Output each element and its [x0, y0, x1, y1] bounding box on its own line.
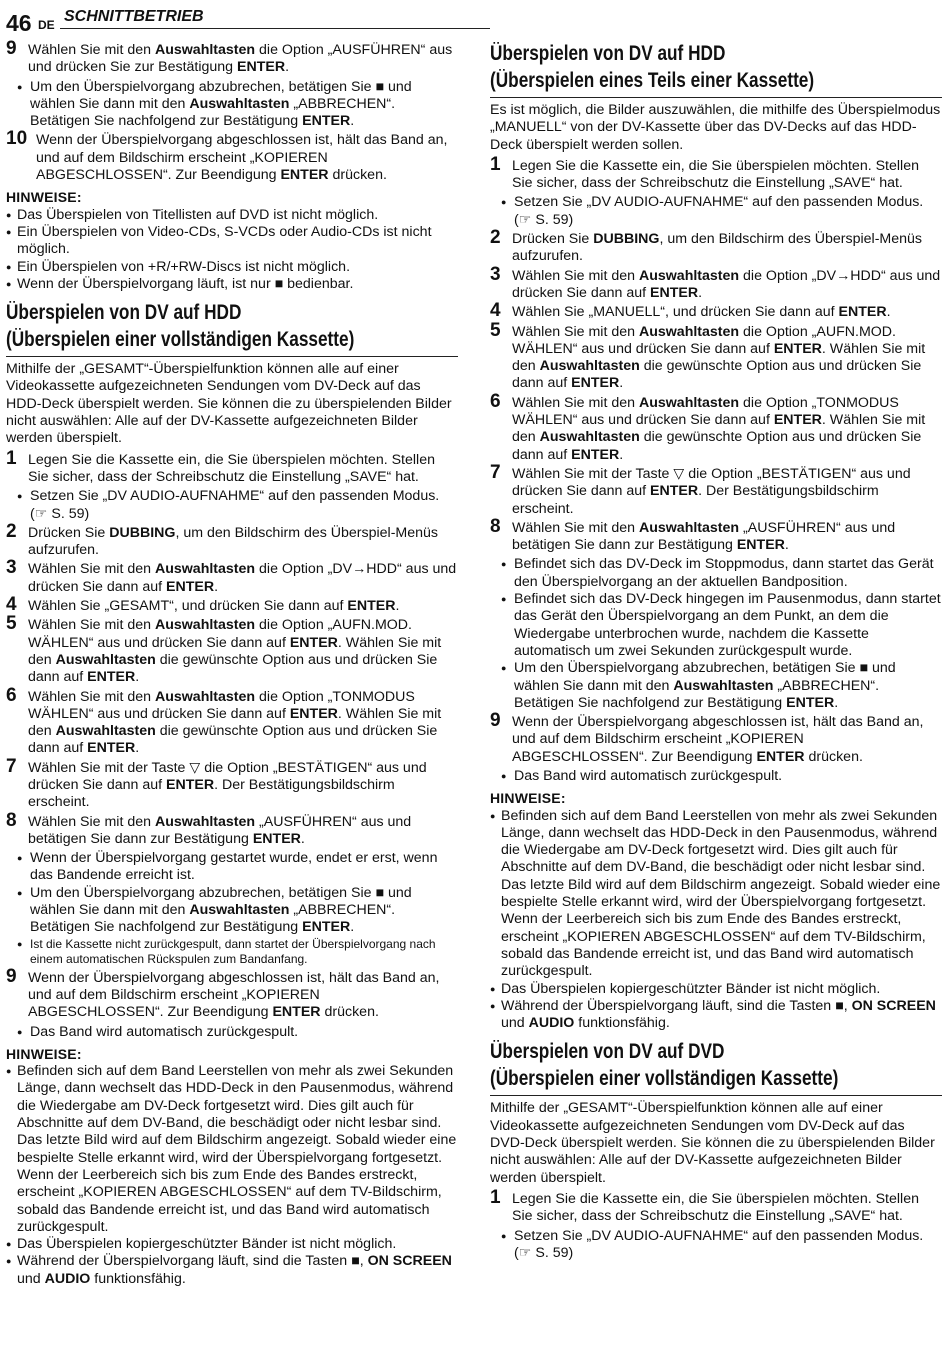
step-number: 9 [6, 965, 17, 987]
step-9 [490, 710, 942, 766]
step-number: 6 [490, 390, 501, 412]
note-item: ● Ein Überspielen von Video-CDs, S-VCDs oder Audio-CDs ist nicht möglich. [6, 224, 458, 259]
left-column [6, 40, 458, 1288]
note-item: ● Das Überspielen kopiergeschützter Bänder ist nicht möglich. [6, 1236, 458, 1253]
step-number: 9 [6, 38, 17, 59]
step-8 [6, 809, 458, 849]
step-bullet: ● Um den Überspielvorgang abzubrechen, betätigen Sie ■ und wählen Sie dann mit den Auswahltasten „ABBRECHEN“. Betätigen Sie nachfolgend zur Bestätigung ENTER. [6, 79, 458, 131]
step-9 [6, 38, 458, 77]
notes-list [6, 1063, 458, 1288]
notes-list [490, 808, 942, 1033]
notes-list [6, 207, 458, 293]
step-bullet: ● Setzen Sie „DV AUDIO-AUFNAHME“ auf den passenden Modus. (☞ S. 59) [490, 1228, 942, 1263]
section-heading-line2: (Überspielen eines Teils einer Kassette) [490, 69, 815, 92]
step-text: Wählen Sie mit den Auswahltasten die Option „AUSFÜHREN“ aus und drücken Sie zur Bestätigung ENTER. [28, 42, 453, 76]
step-text: Wenn der Überspielvorgang abgeschlossen ist, hält das Band an, und auf dem Bildschirm erscheint „KOPIEREN ABGESCHLOSSEN“. Zur Beendigung ENTER drücken. [36, 132, 448, 184]
step-bullet: ● Befindet sich das DV-Deck hingegen im Pausenmodus, dann startet das Gerät den Überspielvorgang an dem Punkt, an dem die Wiedergabe unterbrochen wurde, nachdem die Kassette automatisch um zwei Sekunden zurückgespult wurde. [490, 591, 942, 660]
step-7 [490, 461, 942, 518]
step-2 [490, 227, 942, 266]
step-text: Wählen Sie mit den Auswahltasten die Option „AUFN.MOD. WÄHLEN“ aus und drücken Sie dann auf ENTER. Wählen Sie mit den Auswahltasten die gewünschte Option aus und drücken Sie dann auf ENTER. [28, 617, 442, 686]
header-rule [60, 28, 490, 29]
section-heading-line2: (Überspielen einer vollständigen Kassette) [6, 328, 355, 352]
step-4 [6, 594, 458, 616]
intro-paragraph: Mithilfe der „GESAMT“-Überspielfunktion können alle auf einer Videokassette aufgezeichneten Sendungen vom DV-Deck auf das DVD-Deck überspielt werden. Sie können die zu überspielenden Bilder nicht auswählen: Alle auf der DV-Kassette aufgezeichneten Bilder werden überspielt. [490, 1100, 935, 1186]
intro-paragraph: Es ist möglich, die Bilder auszuwählen, die mithilfe des Überspielmodus „MANUELL“ von der DV-Kassette über das DV-Decks auf das HDD-Deck überspielt werden sollen. [490, 102, 941, 153]
step-text: Legen Sie die Kassette ein, die Sie überspielen möchten. Stellen Sie sicher, dass der Schreibschutz die Einstellung „SAVE“ hat. [512, 157, 919, 192]
step-10 [6, 128, 458, 184]
step-number: 10 [6, 128, 28, 150]
step-number: 8 [6, 809, 17, 831]
step-text: Wählen Sie mit der Taste ▽ die Option „BESTÄTIGEN“ aus und drücken Sie dann auf ENTER. Der Bestätigungsbildschirm erscheint. [512, 465, 911, 517]
note-item: ● Während der Überspielvorgang läuft, sind die Tasten ■, ON SCREEN und AUDIO funktionsfähig. [6, 1253, 458, 1288]
step-bullet: ● Um den Überspielvorgang abzubrechen, betätigen Sie ■ und wählen Sie dann mit den Auswahltasten „ABBRECHEN“. Betätigen Sie nachfolgend zur Bestätigung ENTER. [6, 885, 458, 937]
step-6 [490, 390, 942, 464]
step-6 [6, 684, 458, 758]
step-bullet: ● Um den Überspielvorgang abzubrechen, betätigen Sie ■ und wählen Sie dann mit den Auswahltasten „ABBRECHEN“. Betätigen Sie nachfolgend zur Bestätigung ENTER. [490, 660, 942, 712]
step-7 [6, 755, 458, 812]
step-text: Wählen Sie mit der Taste ▽ die Option „BESTÄTIGEN“ aus und drücken Sie dann auf ENTER. Der Bestätigungsbildschirm erscheint. [28, 759, 427, 811]
right-column [490, 40, 942, 1262]
step-number: 6 [6, 684, 17, 706]
step-text: Wählen Sie mit den Auswahltasten die Option „DV→HDD“ aus und drücken Sie dann auf ENTER. [28, 561, 457, 595]
step-number: 1 [490, 1186, 501, 1208]
notes-heading: HINWEISE: [6, 1045, 82, 1062]
step-number: 7 [490, 461, 501, 483]
steps-list [6, 447, 458, 1041]
step-9 [6, 965, 458, 1022]
step-text: Drücken Sie DUBBING, um den Bildschirm des Überspiel-Menüs aufzurufen. [512, 231, 923, 265]
note-item: ● Befinden sich auf dem Band Leerstellen von mehr als zwei Sekunden Länge, dann wechselt das HDD-Deck in den Pausenmodus, während die Wiedergabe am DV-Deck fortgesetzt wird. Dies gilt auch für Abschnitte auf dem DV-Band, die beschädigt oder nicht lesbar sind. Das letzte Bild wird auf dem Bildschirm angezeigt. Sobald wieder eine bespielte Stelle erkannt wird, wird der Überspielvorgang fortgesetzt. Wenn der Leerbereich sich bis zum Ende des Bandes erstreckt, erscheint „KOPIEREN ABGESCHLOSSEN“ auf dem TV-Bildschirm, sobald das Bandende erreicht ist, und das Band wird automatisch zurückgespult. [6, 1063, 458, 1236]
heading-rule [490, 97, 942, 98]
step-3 [490, 263, 942, 303]
step-number: 4 [490, 300, 501, 322]
step-number: 9 [490, 710, 501, 732]
note-item: ● Während der Überspielvorgang läuft, sind die Tasten ■, ON SCREEN und AUDIO funktionsfähig. [490, 998, 942, 1033]
step-text: Drücken Sie DUBBING, um den Bildschirm des Überspiel-Menüs aufzurufen. [28, 524, 439, 559]
step-number: 2 [6, 520, 17, 542]
step-4 [490, 300, 942, 322]
step-text: Wählen Sie mit den Auswahltasten „AUSFÜHREN“ aus und betätigen Sie dann zur Bestätigung ENTER. [28, 813, 412, 847]
step-text: Wählen Sie mit den Auswahltasten die Option „TONMODUS WÄHLEN“ aus und drücken Sie dann auf ENTER. Wählen Sie mit den Auswahltasten die gewünschte Option aus und drücken Sie dann auf ENTER. [512, 394, 926, 463]
step-number: 3 [6, 557, 17, 579]
step-bullet: ● Befindet sich das DV-Deck im Stoppmodus, dann startet das Gerät den Überspielvorgang an der aktuellen Bandposition. [490, 556, 942, 591]
step-1 [6, 447, 458, 487]
note-item: ● Befinden sich auf dem Band Leerstellen von mehr als zwei Sekunden Länge, dann wechselt das HDD-Deck in den Pausenmodus, während die Wiedergabe am DV-Deck fortgesetzt wird. Dies gilt auch für Abschnitte auf dem DV-Band, die beschädigt oder nicht lesbar sind. Das letzte Bild wird auf dem Bildschirm angezeigt. Sobald wieder eine bespielte Stelle erkannt wird, wird der Überspielvorgang fortgesetzt. Wenn der Leerbereich sich bis zum Ende des Bandes erstreckt, erscheint „KOPIEREN ABGESCHLOSSEN“ auf dem TV-Bildschirm, sobald das Bandende erreicht ist, und das Band wird automatisch zurückgespult. [490, 808, 942, 981]
step-1 [490, 153, 942, 193]
notes-heading: HINWEISE: [490, 790, 566, 807]
note-item: ● Wenn der Überspielvorgang läuft, ist nur ■ bedienbar. [6, 276, 458, 293]
step-number: 3 [490, 263, 501, 285]
step-number: 7 [6, 755, 17, 777]
note-item: ● Ein Überspielen von +R/+RW-Discs ist nicht möglich. [6, 259, 458, 276]
step-number: 5 [490, 319, 501, 341]
step-number: 2 [490, 227, 501, 249]
left-top-steps [6, 38, 458, 184]
step-text: Wählen Sie mit den Auswahltasten die Option „TONMODUS WÄHLEN“ aus und drücken Sie dann auf ENTER. Wählen Sie mit den Auswahltasten die gewünschte Option aus und drücken Sie dann auf ENTER. [28, 688, 442, 757]
steps-list [490, 1186, 942, 1262]
note-item: ● Das Überspielen kopiergeschützter Bänder ist nicht möglich. [490, 981, 942, 998]
heading-rule [490, 1095, 942, 1096]
step-text: Wählen Sie „GESAMT“, und drücken Sie dann auf ENTER. [28, 598, 400, 615]
heading-rule [6, 356, 458, 357]
step-text: Wählen Sie mit den Auswahltasten die Option „DV→HDD“ aus und drücken Sie dann auf ENTER. [512, 267, 941, 301]
steps-list [490, 153, 942, 785]
step-5 [6, 613, 458, 686]
notes-heading: HINWEISE: [6, 189, 82, 206]
step-bullet: ● Setzen Sie „DV AUDIO-AUFNAHME“ auf den passenden Modus. (☞ S. 59) [490, 194, 942, 229]
section-heading-line1: Überspielen von DV auf HDD [6, 301, 242, 325]
step-bullet: ● Wenn der Überspielvorgang gestartet wurde, endet er erst, wenn das Bandende erreicht ist. [6, 850, 458, 885]
step-text: Wenn der Überspielvorgang abgeschlossen ist, hält das Band an, und auf dem Bildschirm erscheint „KOPIEREN ABGESCHLOSSEN“. Zur Beendigung ENTER drücken. [512, 714, 924, 765]
step-1 [490, 1186, 942, 1226]
step-8 [490, 515, 942, 555]
step-3 [6, 557, 458, 596]
step-bullet: ● Das Band wird automatisch zurückgespult. [490, 768, 942, 785]
section-heading-line1: Überspielen von DV auf DVD [490, 1040, 725, 1064]
section-heading-line1: Überspielen von DV auf HDD [490, 42, 726, 65]
section-heading-line2: (Überspielen einer vollständigen Kassette) [490, 1067, 839, 1091]
step-number: 5 [6, 613, 17, 635]
step-number: 8 [490, 515, 501, 537]
step-5 [490, 319, 942, 393]
step-text: Legen Sie die Kassette ein, die Sie überspielen möchten. Stellen Sie sicher, dass der Schreibschutz die Einstellung „SAVE“ hat. [28, 451, 435, 485]
step-bullet: ● Das Band wird automatisch zurückgespult. [6, 1024, 458, 1041]
step-text: Legen Sie die Kassette ein, die Sie überspielen möchten. Stellen Sie sicher, dass der Schreibschutz die Einstellung „SAVE“ hat. [512, 1190, 919, 1225]
step-text: Wählen Sie „MANUELL“, und drücken Sie dann auf ENTER. [512, 304, 891, 321]
step-bullet: ● Setzen Sie „DV AUDIO-AUFNAHME“ auf den passenden Modus. (☞ S. 59) [6, 488, 458, 523]
step-number: 4 [6, 594, 17, 616]
note-item: ● Das Überspielen von Titellisten auf DVD ist nicht möglich. [6, 207, 458, 224]
step-text: Wenn der Überspielvorgang abgeschlossen ist, hält das Band an, und auf dem Bildschirm erscheint „KOPIEREN ABGESCHLOSSEN“. Zur Beendigung ENTER drücken. [28, 969, 440, 1021]
step-text: Wählen Sie mit den Auswahltasten „AUSFÜHREN“ aus und betätigen Sie dann zur Bestätigung ENTER. [512, 519, 896, 554]
step-number: 1 [490, 153, 501, 175]
language-code: DE [38, 18, 55, 32]
step-bullet-small: ● Ist die Kassette nicht zurückgespult, dann startet der Überspielvorgang nach einem automatischen Rückspulen zum Bandanfang. [6, 937, 458, 968]
section-title: SCHNITTBETRIEB [64, 8, 204, 25]
step-2 [6, 520, 458, 560]
step-text: Wählen Sie mit den Auswahltasten die Option „AUFN.MOD. WÄHLEN“ aus und drücken Sie dann auf ENTER. Wählen Sie mit den Auswahltasten die gewünschte Option aus und drücken Sie dann auf ENTER. [512, 323, 926, 392]
step-number: 1 [6, 447, 17, 469]
page-number: 46 [6, 10, 32, 36]
intro-paragraph: Mithilfe der „GESAMT“-Überspielfunktion können alle auf einer Videokassette aufgezeichneten Sendungen vom DV-Deck auf das HDD-Deck überspielt werden. Sie können die zu überspielenden Bilder nicht auswählen: Alle auf der DV-Kassette aufgezeichneten Bilder werden überspielt. [6, 361, 452, 447]
